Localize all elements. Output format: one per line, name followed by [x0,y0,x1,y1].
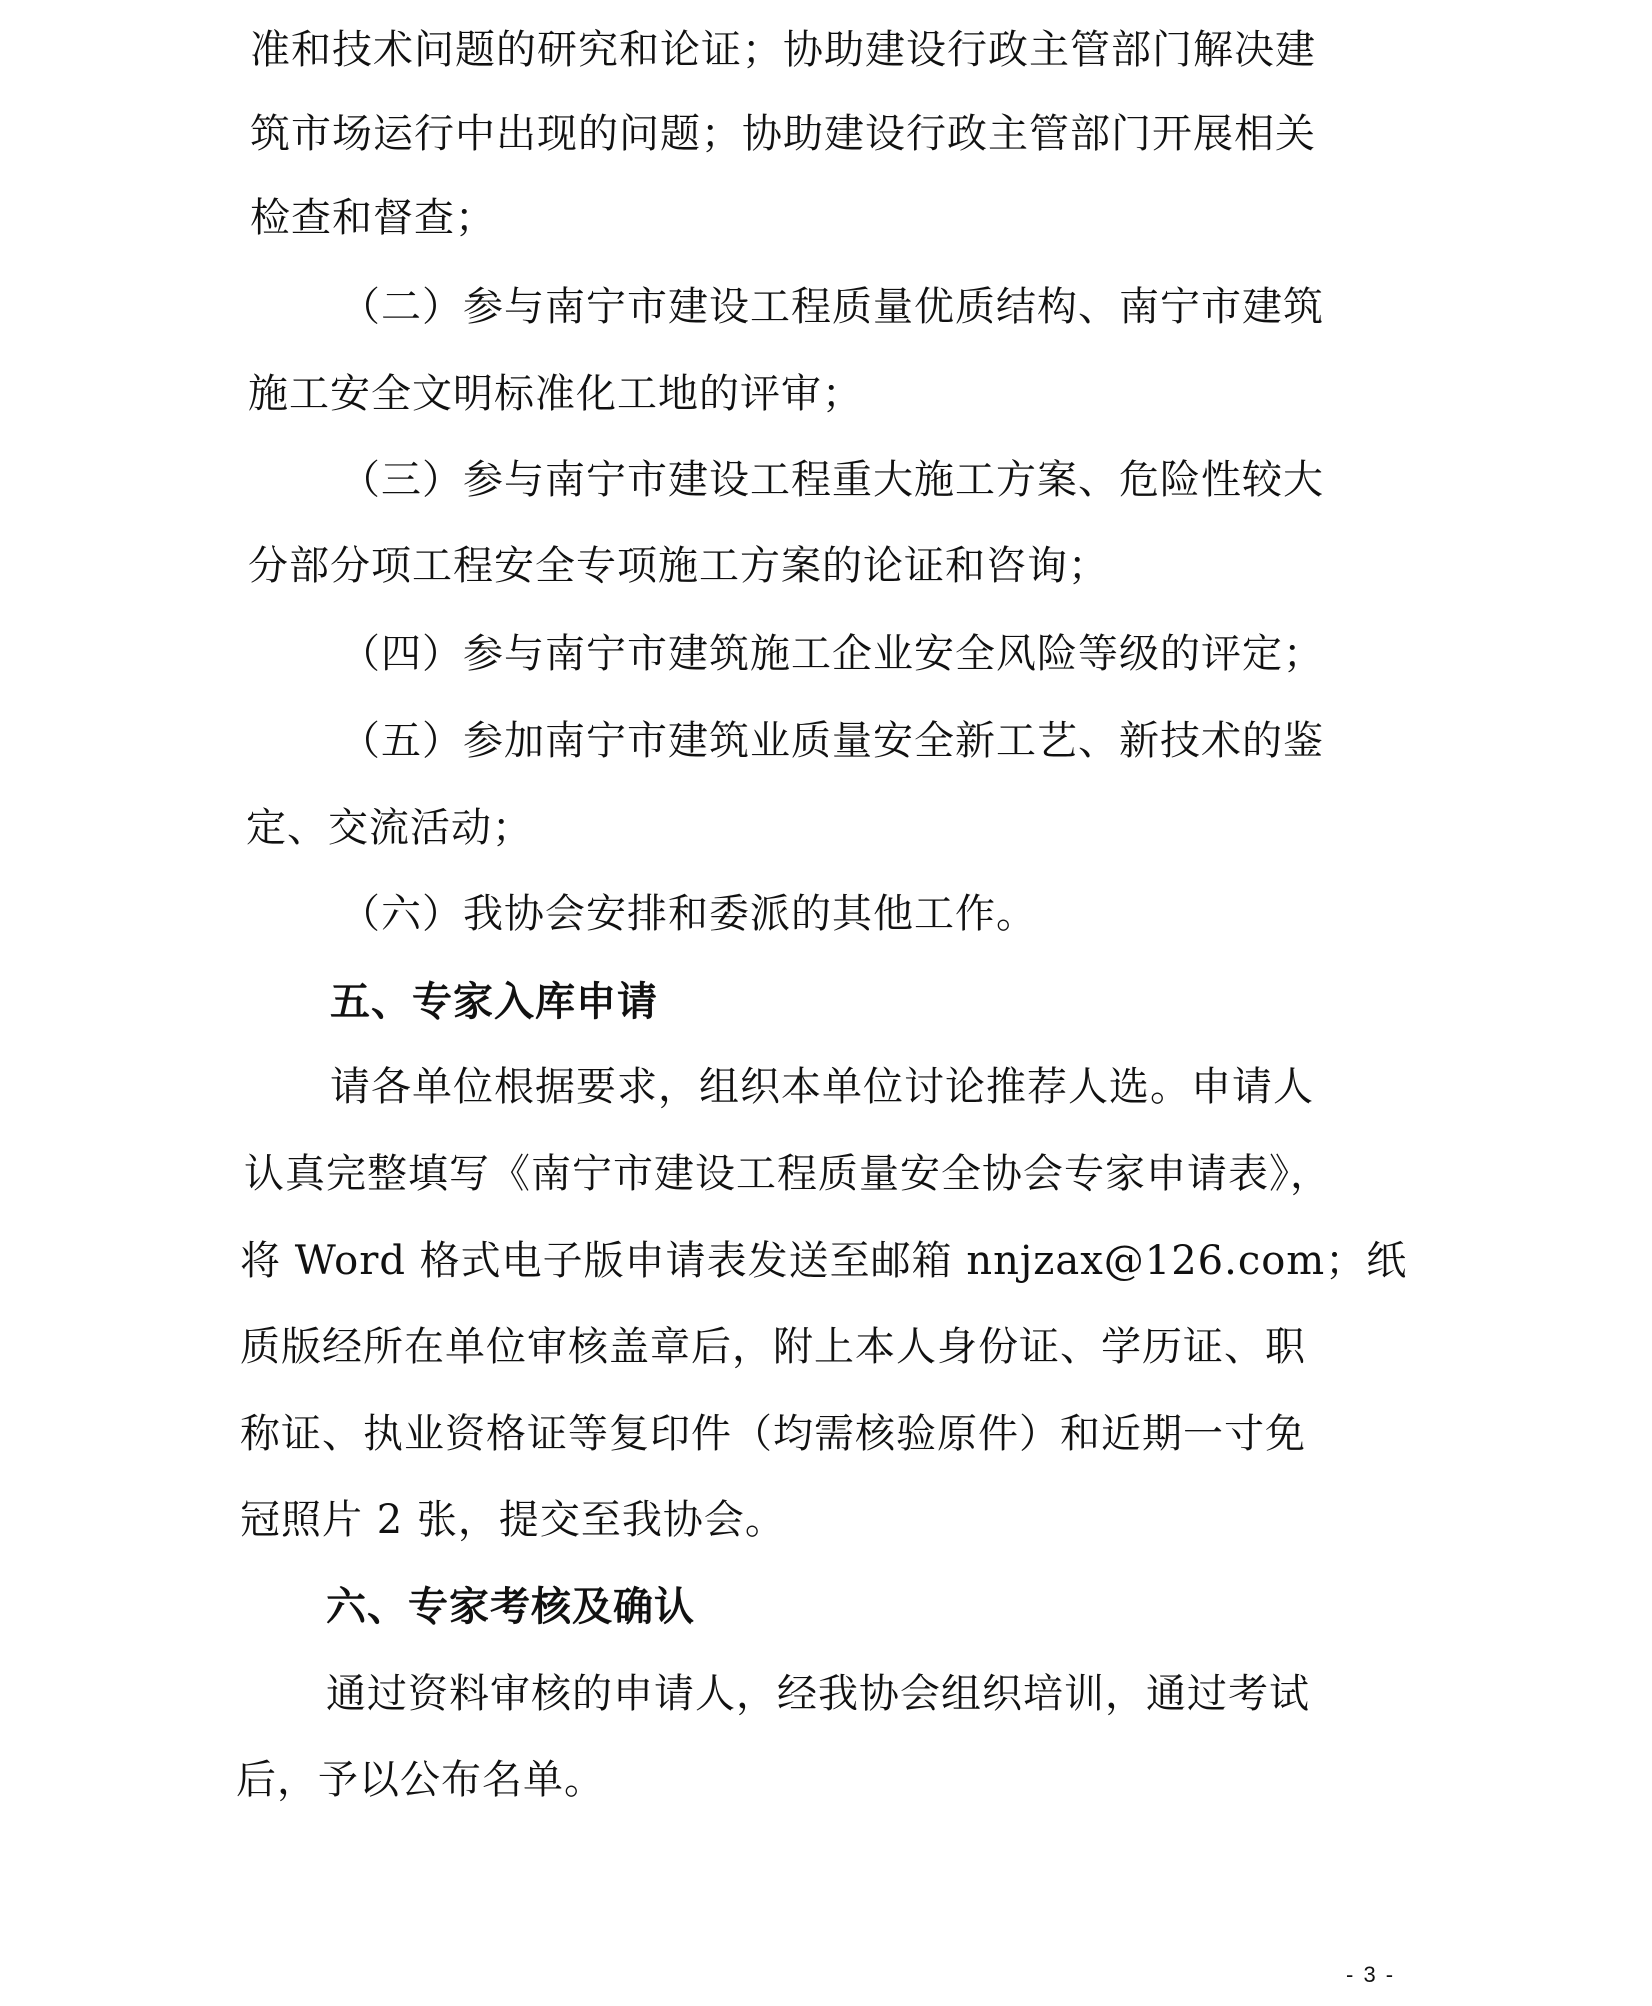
application-line-4: 质版经所在单位审核盖章后，附上本人身份证、学历证、职 [240,1324,1306,1370]
application-line-5: 称证、执业资格证等复印件（均需核验原件）和近期一寸免 [240,1411,1306,1457]
application-line-2: 认真完整填写《南宁市建设工程质量安全协会专家申请表》， [244,1151,1331,1197]
page-number: - 3 - [1346,1962,1396,1987]
list-item-6: （六）我协会安排和委派的其他工作。 [340,891,1037,937]
list-item-5-line-2: 定、交流活动； [246,805,533,851]
list-item-4: （四）参与南宁市建筑施工企业安全风险等级的评定； [340,631,1324,677]
body-line-1: 准和技术问题的研究和论证；协助建设行政主管部门解决建 [250,27,1316,73]
body-line-3: 检查和督查； [250,195,496,241]
section-heading-5: 五、专家入库申请 [330,979,658,1025]
list-item-3-line-2: 分部分项工程安全专项施工方案的论证和咨询； [248,543,1109,589]
list-item-5-line-1: （五）参加南宁市建筑业质量安全新工艺、新技术的鉴 [340,718,1324,764]
application-line-6: 冠照片 2 张，提交至我协会。 [240,1497,786,1543]
list-item-3-line-1: （三）参与南宁市建设工程重大施工方案、危险性较大 [340,457,1324,503]
section-heading-6: 六、专家考核及确认 [326,1584,695,1630]
application-line-3: 将 Word 格式电子版申请表发送至邮箱 nnjzax@126.com；纸 [240,1238,1408,1284]
list-item-2-line-2: 施工安全文明标准化工地的评审； [248,371,863,417]
list-item-2-line-1: （二）参与南宁市建设工程质量优质结构、南宁市建筑 [340,284,1324,330]
review-line-2: 后，予以公布名单。 [236,1757,605,1803]
application-line-1: 请各单位根据要求，组织本单位讨论推荐人选。申请人 [330,1064,1314,1110]
review-line-1: 通过资料审核的申请人，经我协会组织培训，通过考试 [326,1671,1310,1717]
body-line-2: 筑市场运行中出现的问题；协助建设行政主管部门开展相关 [250,111,1316,157]
